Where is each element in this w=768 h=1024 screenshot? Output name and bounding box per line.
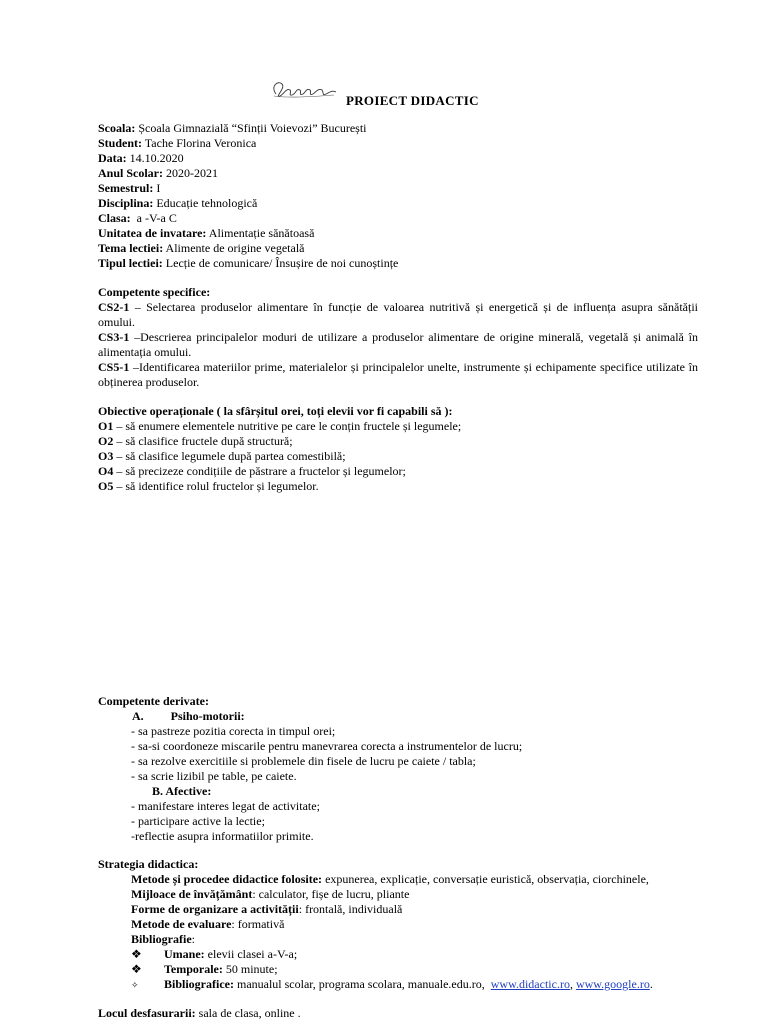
psiho-motorii-heading: A. Psiho-motorii:: [132, 709, 245, 723]
list-item: - sa-si coordoneze miscarile pentru manevrarea corecta a instrumentelor de lucru;: [131, 739, 523, 753]
cs2-1-paragraph: CS2-1 – Selectarea produselor alimentare în funcție de valoarea nutritivă și energetică și de influența asupra sănătății omului.: [98, 300, 698, 329]
field-anul-scolar: Anul Scolar: 2020-2021: [98, 166, 219, 180]
signature: [268, 76, 340, 102]
evaluare-line: Metode de evaluare: formativă: [131, 917, 285, 931]
locul-line: Locul desfasurarii: sala de clasa, online .: [98, 1006, 301, 1020]
field-tema: Tema lectiei: Alimente de origine vegetală: [98, 241, 305, 255]
page-title: PROIECT DIDACTIC: [346, 93, 479, 108]
obiective-heading: Obiective operaționale ( la sfârșitul orei, toți elevii vor fi capabili să ):: [98, 404, 453, 418]
obiectiv-o3: O3 – să clasifice legumele după partea comestibilă;: [98, 449, 346, 463]
list-item: - sa pastreze pozitia corecta in timpul orei;: [131, 724, 336, 738]
diamond-bullet-icon: ❖: [131, 947, 142, 961]
list-item: -reflectie asupra informatiilor primite.: [131, 829, 314, 843]
bullet-temporale: ❖ Temporale: 50 minute;: [131, 962, 278, 976]
afective-heading: B. Afective:: [152, 784, 212, 798]
bullet-umane: ❖ Umane: elevii clasei a-V-a;: [131, 947, 298, 961]
competente-specifice-heading: Competente specifice:: [98, 285, 211, 299]
strategia-heading: Strategia didactica:: [98, 857, 199, 871]
field-tipul: Tipul lectiei: Lecție de comunicare/ Însușire de noi cunoștințe: [98, 256, 399, 270]
list-item: - sa scrie lizibil pe table, pe caiete.: [131, 769, 297, 783]
forme-line: Forme de organizare a activității: frontală, individuală: [131, 902, 403, 916]
small-diamond-bullet-icon: ✧: [131, 980, 139, 990]
list-item: - sa rezolve exercitiile si problemele din fisele de lucru pe caiete / tabla;: [131, 754, 476, 768]
field-semestrul: Semestrul: I: [98, 181, 161, 195]
field-disciplina: Disciplina: Educație tehnologică: [98, 196, 258, 210]
field-clasa: Clasa: a -V-a C: [98, 211, 177, 225]
diamond-bullet-icon: ❖: [131, 962, 142, 976]
list-item: - manifestare interes legat de activitate;: [131, 799, 320, 813]
link-didactic[interactable]: www.didactic.ro: [490, 977, 570, 991]
field-scoala: Scoala: Școala Gimnazială “Sfinții Voievozi” București: [98, 121, 367, 135]
field-data: Data: 14.10.2020: [98, 151, 184, 165]
obiectiv-o4: O4 – să precizeze condițiile de păstrare a fructelor și legumelor;: [98, 464, 406, 478]
metode-line: Metode și procedee didactice folosite: expunerea, explicație, conversație euristică, observația, ciorchinele,: [131, 872, 649, 886]
obiectiv-o1: O1 – să enumere elementele nutritive pe care le conțin fructele și legumele;: [98, 419, 462, 433]
bibliografie-line: Bibliografie:: [131, 932, 196, 946]
mijloace-line: Mijloace de învățământ: calculator, fișe de lucru, pliante: [131, 887, 410, 901]
cs3-1-paragraph: CS3-1 –Descrierea principalelor moduri de utilizare a produselor alimentare de origine minerală, vegetală și animală în alimentația omului.: [98, 330, 698, 359]
field-unitatea: Unitatea de invatare: Alimentație sănătoasă: [98, 226, 315, 240]
field-student: Student: Tache Florina Veronica: [98, 136, 257, 150]
obiectiv-o5: O5 – să identifice rolul fructelor și legumelor.: [98, 479, 319, 493]
obiectiv-o2: O2 – să clasifice fructele după structură;: [98, 434, 293, 448]
list-item: - participare active la lectie;: [131, 814, 265, 828]
competente-derivate-heading: Competente derivate:: [98, 694, 209, 708]
bullet-bibliografice: ✧ Bibliografice: manualul scolar, programa scolara, manuale.edu.ro, www.didactic.ro, www.google.ro.: [131, 977, 653, 991]
link-google[interactable]: www.google.ro: [575, 977, 650, 991]
cs5-1-paragraph: CS5-1 –Identificarea materiilor prime, materialelor și principalelor unelte, instrumente și echipamente specifice utilizate în obținerea produselor.: [98, 360, 698, 389]
